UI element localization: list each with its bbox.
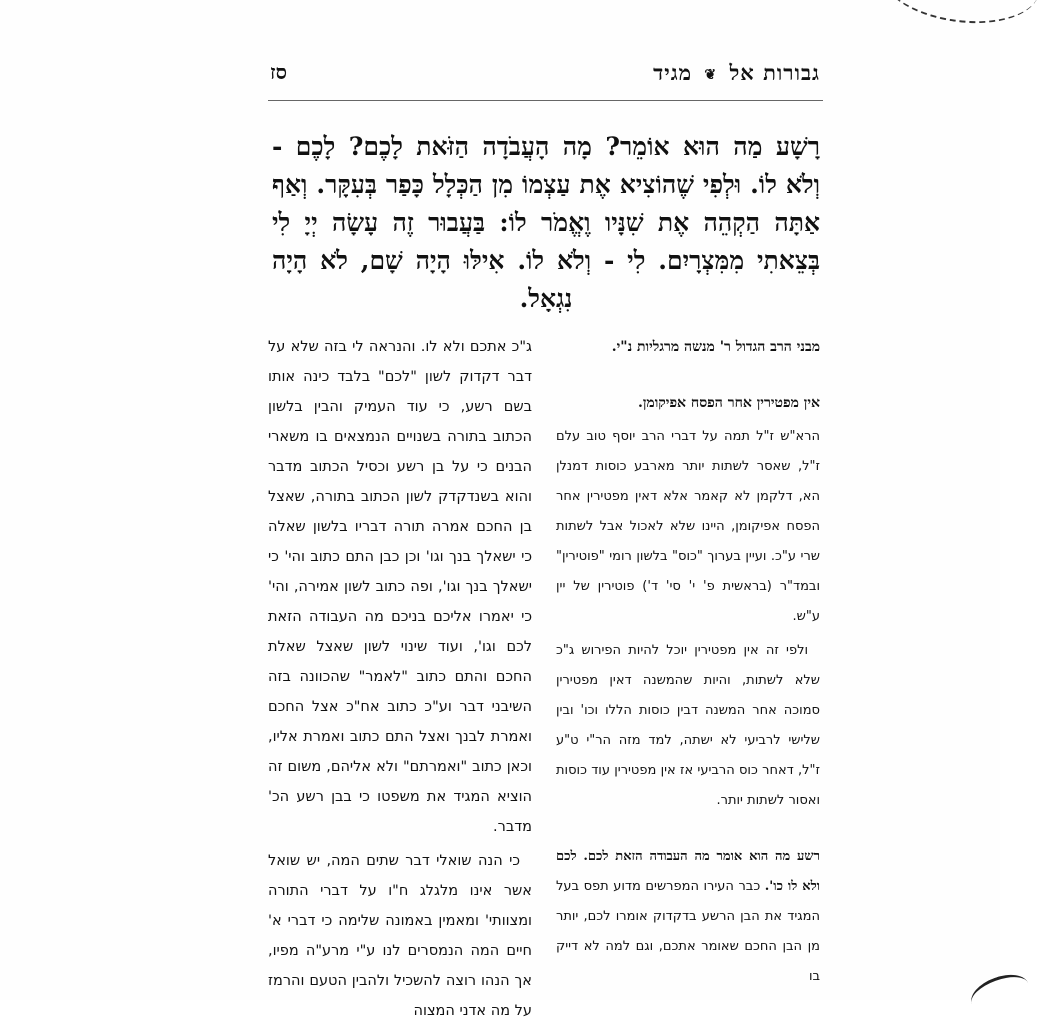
running-head-title: גבורות אל bbox=[729, 60, 820, 85]
page-header bbox=[270, 60, 820, 96]
page-number: סז bbox=[270, 60, 287, 84]
section-heading: אין מפטירין אחר הפסח אפיקומן. bbox=[637, 395, 820, 411]
page-edge-curve-bottom bbox=[966, 968, 1034, 1020]
commentary-paragraph: ג"כ אתכם ולא לו. והנראה לי בזה שלא על דבר דקדוק לשון "לכם" בלבד כינה אותו בשם רשע, כי עוד העמיק והבין בלשון הכתוב בתורה בשנויים הנמצאים בו משארי הבנים כי על בן רשע וכסיל הכתוב מדבר והוא בשנדקדק לשון הכתוב בתורה, שאצל בן החכם אמרה תורה דבריו בלשון שאלה כי ישאלך בנך וגו' וכן כבן התם כתוב והי' כי ישאלך בנך וגו', ופה כתוב לשון אמירה, והי' כי יאמרו אליכם בניכם מה העבודה הזאת לכם וגו', ועוד שינוי לשון שאצל שאלת החכם והתם כתוב "לאמר" שהכוונה בזה השיבני דבר וע"כ כתוב אח"כ אצל החכם ואמרת לבנך ואצל התם כתוב ואמרת אליו, וכאן כתוב "ואמרתם" ולא אליהם, משום זה הוציא המגיד את משפטו כי בבן רשע הכ' מדבר. bbox=[268, 339, 532, 835]
haggadah-main-text: רָשָׁע מַה הוּא אוֹמֵר? מָה הָעֲבֹדָה הַזֹּאת לָכֶם? לָכֶם - וְלֹא לוֹ. וּלְפִי שֶׁהוֹצִיא אֶת עַצְמוֹ מִן הַכְּלָל כָּפַר בְּעִקָּר. וְאַף אַתָּה הַקְהֵה אֶת שִׁנָּיו וֶאֱמֹר לוֹ: בַּעֲבוּר זֶה עָשָׂה יְיָ לִי בְּצֵאתִי מִמִּצְרָיִם. לִי - וְלֹא לוֹ. אִילּוּ הָיָה שָׁם, לֹא הָיָה נִגְאָל. bbox=[272, 132, 820, 313]
spacer bbox=[556, 366, 820, 388]
page-edge-curve bbox=[875, 0, 1045, 33]
commentary-paragraph: הרא"ש ז"ל תמה על דברי הרב יוסף טוב עלם ז"ל, שאסר לשתות יותר מארבע כוסות דמנלן הא, דלקמן לא קאמר אלא דאין מפטירין אחר הפסח אפיקומן, היינו שלא לאכול אבל לשתות שרי ע"כ. ועיין בערוך "כוס" בלשון רומי "פוטירין" ובמד"ר (בראשית פ' י' סי' ד') פוטירין של יין ע"ש. bbox=[556, 429, 820, 624]
running-head-section: מגיד bbox=[653, 60, 693, 85]
source-attribution: מבני הרב הגדול ר' מנשה מרגליות נ"י. bbox=[611, 339, 820, 355]
commentary-right-column bbox=[556, 332, 820, 996]
commentary-paragraph: כי הנה שואלי דבר שתים המה, יש שואל אשר אינו מלגלג ח"ו על דברי התורה ומצוותי' ומאמין באמונה שלימה כי דברי א' חיים המה הנמסרים לנו ע"י מרע"ה מפיו, אך הנהו רוצה להשכיל ולהבין הטעם והרמז על מה אדני המצוה bbox=[268, 853, 532, 1019]
commentary-left-column bbox=[268, 332, 532, 1030]
ornament-icon: ❦ bbox=[704, 66, 718, 83]
section-heading: רשע מה הוא אומר מה העבודה הזאת לכם. לכם ולא לו כו'. bbox=[556, 849, 820, 894]
header-divider bbox=[268, 100, 823, 101]
running-head bbox=[653, 60, 820, 86]
spacer bbox=[556, 820, 820, 842]
commentary-paragraph: ולפי זה אין מפטירין יוכל להיות הפירוש ג"כ שלא לשתות, והיות שהמשנה דאין מפטירין סמוכה אחר המשנה דבין כוסות הללו וכו' ובין שלישי לרביעי לא ישתה, למד מזה הר"י ט"ע ז"ל, דאחר כוס הרביעי אז אין מפטירין עוד כוסות ואסור לשתות יותר. bbox=[556, 643, 820, 808]
commentary-paragraph: כבר העירו המפרשים מדוע תפס בעל המגיד את הבן הרשע בדקדוק אומרו לכם, יותר מן הבן החכם שאומר אתכם, וגם למה לא דייק בו bbox=[556, 879, 820, 984]
